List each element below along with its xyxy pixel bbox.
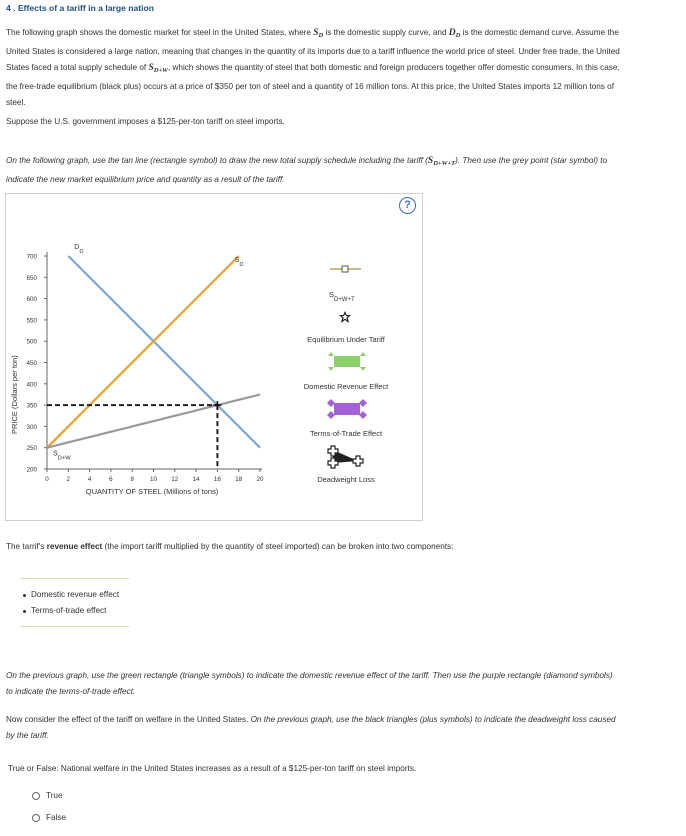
x-tick-label: 12 <box>171 476 179 483</box>
radio-button[interactable] <box>32 792 40 800</box>
y-tick-label: 350 <box>26 402 37 410</box>
graph-instruction: On the following graph, use the tan line (rectangle symbol) to draw the new total supply schedule including the tariff $(S_{D+W+T})$. Then use the grey point (star symbol) to indicate the new market equilibrium price and quantity as a result of the tariff. <box>6 156 608 184</box>
option-label: False <box>46 813 67 822</box>
deadweight-loss-tool-label: Deadweight Loss <box>317 475 375 484</box>
equilibrium-tool-label: Equilibrium Under Tariff <box>307 335 385 344</box>
x-tick-label: 18 <box>235 476 243 483</box>
series-label: $D_D$ <box>74 244 84 255</box>
x-tick-label: 16 <box>213 476 221 483</box>
true-false-question: True or False: National welfare in the United States increases as a result of a $125-per-ton tariff on steel imports. <box>8 764 417 773</box>
y-axis-label: PRICE (Dollars per ton) <box>10 355 19 434</box>
series-line <box>47 394 260 447</box>
question-title: 4 . Effects of a tariff in a large nation <box>6 3 155 13</box>
option-label: True <box>46 791 63 800</box>
purple-diamond-tool[interactable] <box>327 399 367 419</box>
chart-ticks <box>26 254 264 484</box>
black-plus-tool[interactable] <box>328 446 363 468</box>
option-false[interactable] <box>32 813 66 822</box>
tan-line-label: $S_{D+W+T}$ <box>329 290 355 303</box>
option-true[interactable] <box>32 791 63 800</box>
y-tick-label: 200 <box>26 466 37 474</box>
x-tick-label: 14 <box>192 476 200 483</box>
x-tick-label: 2 <box>66 476 71 483</box>
domestic-revenue-tool-label: Domestic Revenue Effect <box>303 382 389 391</box>
chart-axes <box>47 252 262 469</box>
list-item: Terms-of-trade effect <box>21 603 129 619</box>
x-tick-label: 8 <box>130 476 134 483</box>
y-tick-label: 650 <box>26 274 37 282</box>
radio-button[interactable] <box>32 814 40 822</box>
intro-paragraph: The following graph shows the domestic market for steel in the United States, where $S_D$ is the domestic supply curve, and $D_D$ is the domestic demand curve. Assume the United States is considered a large nation, meaning that changes in the quantity of its imports due to a tariff influence the world price of steel. Under free trade, the United States faced a total supply schedule of $S_{D+W}$, which shows the quantity of steel that both domestic and foreign producers together offer domestic consumers. In this case, the free-trade equilibrium (black plus) occurs at a price of $350 per ton of steel and a quantity of 16 million tons. At this price, the United States imports 12 million tons of steel. <box>6 28 620 107</box>
series-line <box>47 256 239 448</box>
grey-star-tool[interactable] <box>339 311 351 323</box>
revenue-instruction: On the previous graph, use the green rectangle (triangle symbols) to indicate the domestic revenue effect of the tariff. Then use the purple rectangle (diamond symbols) to indicate the terms-of-trade effect. <box>6 671 613 696</box>
y-tick-label: 700 <box>26 253 37 261</box>
components-list <box>21 578 129 627</box>
y-tick-label: 500 <box>26 338 37 346</box>
y-tick-label: 250 <box>26 445 37 453</box>
list-item: Domestic revenue effect <box>21 587 129 603</box>
chart-lines <box>47 244 260 462</box>
terms-of-trade-tool-label: Terms-of-Trade Effect <box>309 429 383 438</box>
revenue-effect-text: The tarrif's revenue effect (the import tariff multiplied by the quantity of steel imported) can be broken into two components: <box>6 542 454 551</box>
y-tick-label: 450 <box>26 360 37 367</box>
y-tick-label: 550 <box>26 317 37 325</box>
welfare-instruction: Now consider the effect of the tariff on welfare in the United States. On the previous graph, use the black triangles (plus symbols) to indicate the deadweight loss caused by the tariff. <box>6 715 616 740</box>
y-tick-label: 300 <box>26 423 37 431</box>
suppose-text: Suppose the U.S. government imposes a $125-per-ton tariff on steel imports. <box>6 117 285 126</box>
x-tick-label: 4 <box>87 476 92 483</box>
help-icon[interactable]: ? <box>399 197 416 214</box>
tan-line-tool[interactable] <box>330 266 361 272</box>
series-label: $S_{D+W}$ <box>53 450 71 462</box>
x-tick-label: 20 <box>256 476 264 483</box>
x-tick-label: 10 <box>149 476 158 483</box>
green-triangle-tool[interactable] <box>328 352 366 371</box>
y-tick-label: 600 <box>26 296 37 304</box>
x-axis-label: QUANTITY OF STEEL (Millions of tons) <box>85 487 219 496</box>
y-tick-label: 400 <box>26 381 37 389</box>
series-label: $S_D$ <box>234 257 244 268</box>
x-tick-label: 6 <box>109 476 113 483</box>
x-tick-label: 0 <box>45 476 49 483</box>
